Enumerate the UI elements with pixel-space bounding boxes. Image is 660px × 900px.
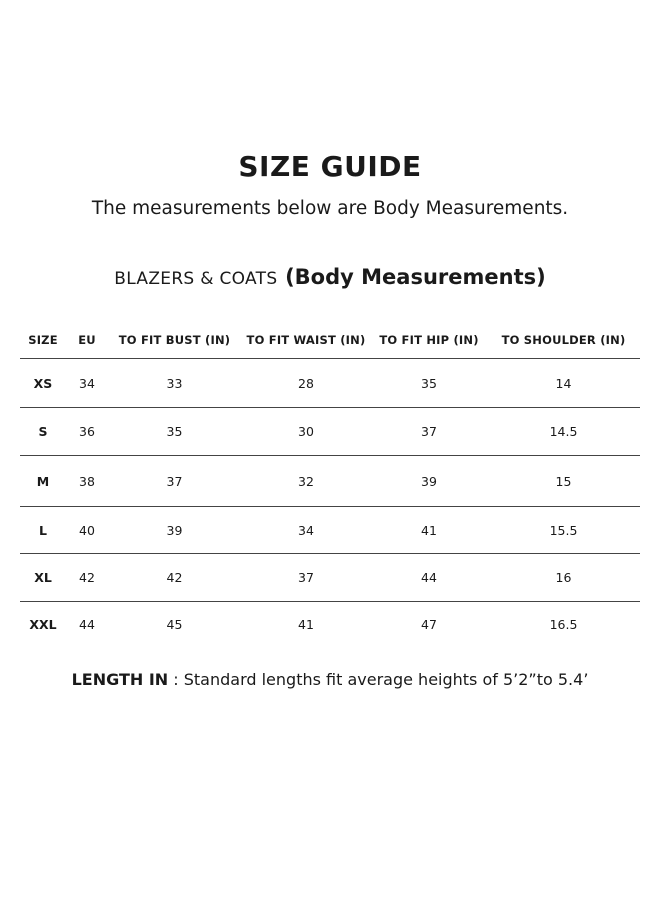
size-table (20, 322, 640, 648)
cell-hip: 35 (371, 359, 487, 408)
cell-shoulder: 14 (487, 359, 640, 408)
cell-shoulder: 16.5 (549, 617, 578, 633)
cell-waist: 37 (241, 554, 371, 602)
length-note (0, 670, 660, 689)
cell-bust: 42 (108, 554, 241, 602)
cell-hip: 41 (371, 507, 487, 554)
cell-eu: 42 (66, 554, 108, 602)
cell-waist: 28 (241, 359, 371, 408)
table-row (20, 507, 640, 554)
section-title: BLAZERS & COATS (114, 269, 278, 289)
page-title: SIZE GUIDE (238, 150, 422, 183)
cell-size: L (20, 507, 66, 554)
table-row (20, 602, 640, 648)
cell-eu: 34 (66, 359, 108, 408)
table-row (20, 408, 640, 456)
section-heading (0, 262, 660, 290)
page-subtitle: The measurements below are Body Measurements. (91, 198, 569, 219)
cell-size: XL (20, 554, 66, 602)
section-subtitle: (Body Measurements) (285, 265, 546, 289)
cell-bust: 39 (108, 507, 241, 554)
cell-hip: 47 (421, 617, 437, 633)
cell-bust: 33 (108, 359, 241, 408)
header-eu: EU (66, 322, 108, 359)
cell-waist: 30 (241, 408, 371, 456)
cell-bust: 37 (108, 456, 241, 507)
cell-shoulder: 15.5 (487, 507, 640, 554)
header-shoulder: TO SHOULDER (IN) (487, 322, 640, 359)
cell-waist: 34 (241, 507, 371, 554)
cell-eu: 40 (66, 507, 108, 554)
cell-waist: 41 (298, 617, 314, 633)
header-bust: TO FIT BUST (IN) (108, 322, 241, 359)
cell-size: M (20, 456, 66, 507)
cell-shoulder: 14.5 (487, 408, 640, 456)
table-header-row (20, 322, 640, 359)
cell-waist: 32 (241, 456, 371, 507)
table-row (20, 359, 640, 408)
cell-hip: 44 (371, 554, 487, 602)
cell-size: XS (20, 359, 66, 408)
table-row (20, 456, 640, 507)
cell-bust: 45 (166, 617, 183, 633)
cell-eu: 38 (66, 456, 108, 507)
cell-size: S (20, 408, 66, 456)
cell-eu: 36 (66, 408, 108, 456)
header-hip: TO FIT HIP (IN) (371, 322, 487, 359)
cell-shoulder: 16 (487, 554, 640, 602)
header-size: SIZE (20, 322, 66, 359)
cell-shoulder: 15 (487, 456, 640, 507)
length-note-text: : Standard lengths fit average heights of 5’2”to 5.4’ (168, 670, 589, 689)
cell-bust: 35 (108, 408, 241, 456)
length-note-label: LENGTH IN (71, 670, 169, 689)
cell-hip: 39 (371, 456, 487, 507)
table-row (20, 554, 640, 602)
cell-size: XXL (29, 617, 57, 633)
header-waist: TO FIT WAIST (IN) (241, 322, 371, 359)
cell-eu: 44 (79, 617, 95, 633)
cell-hip: 37 (371, 408, 487, 456)
